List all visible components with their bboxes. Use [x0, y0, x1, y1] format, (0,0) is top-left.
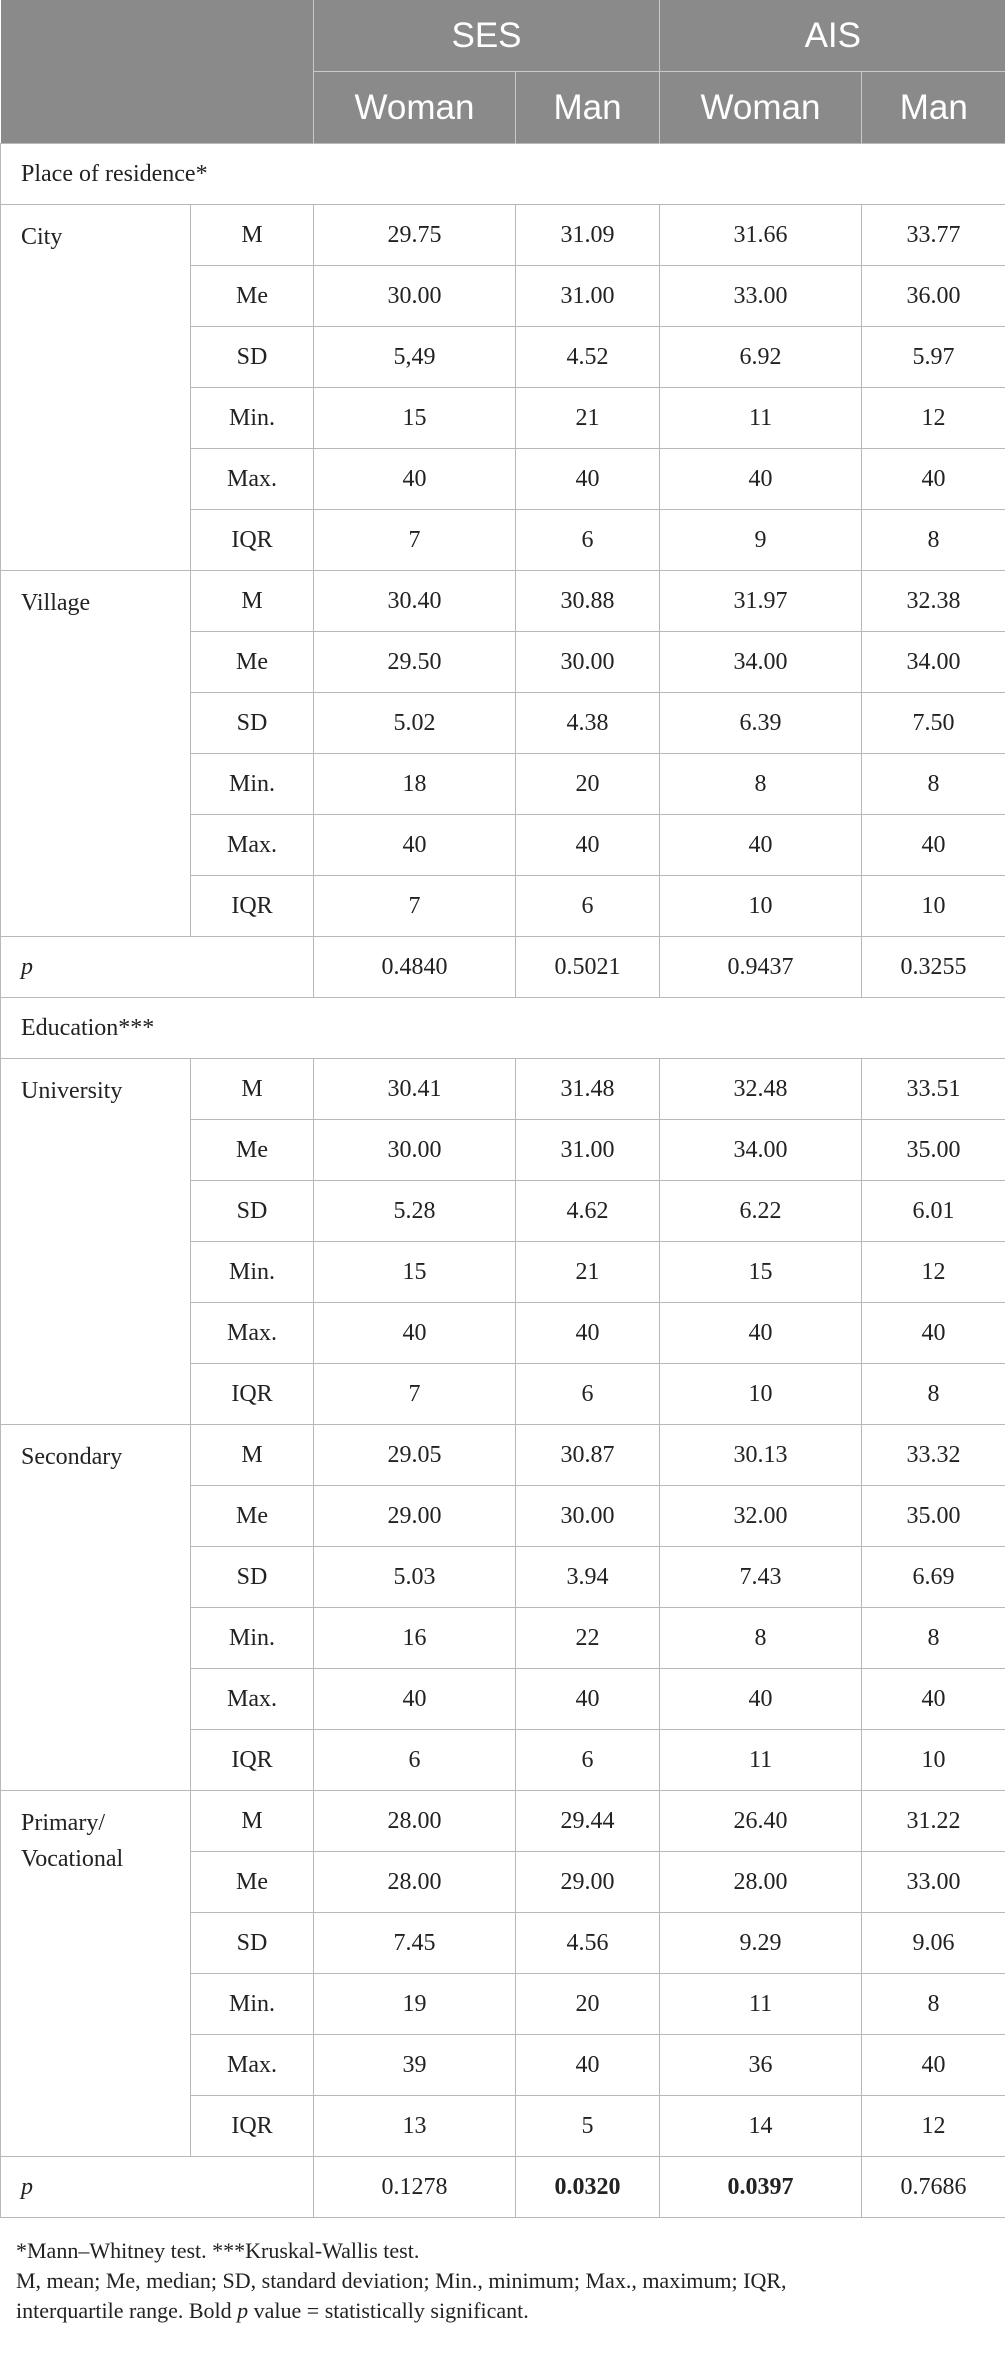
- value-cell: 3.94: [516, 1547, 660, 1608]
- stat-label: Min.: [191, 1974, 314, 2035]
- value-cell: 40: [660, 815, 862, 876]
- value-cell: 40: [516, 1669, 660, 1730]
- value-cell: 6: [516, 1364, 660, 1425]
- value-cell: 5.02: [314, 693, 516, 754]
- value-cell: 10: [862, 1730, 1005, 1791]
- value-cell: 6.22: [660, 1181, 862, 1242]
- table-row: [1, 1791, 1005, 1852]
- value-cell: 36.00: [862, 266, 1005, 327]
- value-cell: 4.62: [516, 1181, 660, 1242]
- footnote-abbrev-text-3: value = statistically significant.: [248, 2298, 529, 2323]
- p-value-cell: 0.3255: [862, 937, 1005, 998]
- value-cell: 31.22: [862, 1791, 1005, 1852]
- stat-label: Min.: [191, 388, 314, 449]
- value-cell: 8: [660, 754, 862, 815]
- value-cell: 40: [516, 815, 660, 876]
- stat-label: Max.: [191, 449, 314, 510]
- value-cell: 26.40: [660, 1791, 862, 1852]
- table-footnotes: [0, 2218, 1005, 2326]
- header-ses-man: Man: [516, 72, 660, 144]
- stat-label: IQR: [191, 1364, 314, 1425]
- group-label: City: [1, 205, 191, 571]
- value-cell: 40: [516, 449, 660, 510]
- value-cell: 6: [516, 510, 660, 571]
- value-cell: 8: [862, 510, 1005, 571]
- p-value-row: [1, 937, 1005, 998]
- value-cell: 6.01: [862, 1181, 1005, 1242]
- stat-label: IQR: [191, 510, 314, 571]
- stat-label: SD: [191, 1913, 314, 1974]
- header-corner: [1, 0, 314, 144]
- value-cell: 31.48: [516, 1059, 660, 1120]
- value-cell: 31.00: [516, 1120, 660, 1181]
- value-cell: 40: [660, 1669, 862, 1730]
- stat-label: IQR: [191, 2096, 314, 2157]
- stat-label: SD: [191, 327, 314, 388]
- stat-label: SD: [191, 1547, 314, 1608]
- value-cell: 29.05: [314, 1425, 516, 1486]
- value-cell: 31.97: [660, 571, 862, 632]
- group-label: University: [1, 1059, 191, 1425]
- value-cell: 6.92: [660, 327, 862, 388]
- stat-label: Me: [191, 1852, 314, 1913]
- footnote-abbrev-text-2: interquartile range. Bold: [16, 2298, 238, 2323]
- p-value-cell: 0.9437: [660, 937, 862, 998]
- table-header: [1, 0, 1005, 144]
- stat-label: SD: [191, 1181, 314, 1242]
- value-cell: 8: [660, 1608, 862, 1669]
- value-cell: 33.77: [862, 205, 1005, 266]
- value-cell: 9: [660, 510, 862, 571]
- group-label: Primary/ Vocational: [1, 1791, 191, 2157]
- stat-label: SD: [191, 693, 314, 754]
- value-cell: 29.00: [516, 1852, 660, 1913]
- value-cell: 9.06: [862, 1913, 1005, 1974]
- value-cell: 7.50: [862, 693, 1005, 754]
- value-cell: 34.00: [660, 1120, 862, 1181]
- value-cell: 32.48: [660, 1059, 862, 1120]
- value-cell: 39: [314, 2035, 516, 2096]
- value-cell: 5.97: [862, 327, 1005, 388]
- value-cell: 12: [862, 2096, 1005, 2157]
- stat-label: Min.: [191, 1608, 314, 1669]
- p-value-row: [1, 2157, 1005, 2218]
- footnote-p-symbol: p: [237, 2298, 249, 2323]
- section-row: [1, 144, 1005, 205]
- value-cell: 32.00: [660, 1486, 862, 1547]
- stat-label: IQR: [191, 876, 314, 937]
- value-cell: 10: [660, 1364, 862, 1425]
- value-cell: 6: [516, 876, 660, 937]
- value-cell: 40: [314, 1303, 516, 1364]
- section-row: [1, 998, 1005, 1059]
- value-cell: 22: [516, 1608, 660, 1669]
- value-cell: 33.32: [862, 1425, 1005, 1486]
- value-cell: 7: [314, 510, 516, 571]
- table-body: [1, 144, 1005, 2218]
- value-cell: 40: [862, 1303, 1005, 1364]
- value-cell: 12: [862, 388, 1005, 449]
- header-group-ses: SES: [314, 0, 660, 72]
- value-cell: 40: [862, 815, 1005, 876]
- value-cell: 40: [516, 2035, 660, 2096]
- value-cell: 5.03: [314, 1547, 516, 1608]
- value-cell: 16: [314, 1608, 516, 1669]
- stat-label: M: [191, 1425, 314, 1486]
- value-cell: 28.00: [314, 1852, 516, 1913]
- value-cell: 30.00: [516, 1486, 660, 1547]
- stat-label: Me: [191, 1486, 314, 1547]
- value-cell: 31.09: [516, 205, 660, 266]
- value-cell: 40: [314, 449, 516, 510]
- value-cell: 20: [516, 1974, 660, 2035]
- value-cell: 32.38: [862, 571, 1005, 632]
- value-cell: 40: [660, 449, 862, 510]
- value-cell: 10: [660, 876, 862, 937]
- value-cell: 15: [314, 388, 516, 449]
- p-label: p: [1, 937, 314, 998]
- stat-label: Max.: [191, 815, 314, 876]
- section-title: Place of residence*: [1, 144, 1005, 205]
- value-cell: 8: [862, 1608, 1005, 1669]
- header-ais-man: Man: [862, 72, 1005, 144]
- value-cell: 6.69: [862, 1547, 1005, 1608]
- value-cell: 33.51: [862, 1059, 1005, 1120]
- footnote-abbreviations: [16, 2266, 1005, 2326]
- value-cell: 30.88: [516, 571, 660, 632]
- value-cell: 8: [862, 1974, 1005, 2035]
- value-cell: 40: [862, 449, 1005, 510]
- stat-label: Max.: [191, 1669, 314, 1730]
- value-cell: 33.00: [862, 1852, 1005, 1913]
- value-cell: 8: [862, 1364, 1005, 1425]
- value-cell: 36: [660, 2035, 862, 2096]
- value-cell: 31.00: [516, 266, 660, 327]
- value-cell: 7.43: [660, 1547, 862, 1608]
- p-value-cell: 0.1278: [314, 2157, 516, 2218]
- value-cell: 30.00: [314, 1120, 516, 1181]
- value-cell: 6: [314, 1730, 516, 1791]
- value-cell: 30.00: [516, 632, 660, 693]
- p-value-cell: 0.7686: [862, 2157, 1005, 2218]
- header-ses-woman: Woman: [314, 72, 516, 144]
- value-cell: 40: [516, 1303, 660, 1364]
- stat-label: M: [191, 205, 314, 266]
- stat-label: IQR: [191, 1730, 314, 1791]
- value-cell: 30.40: [314, 571, 516, 632]
- value-cell: 4.52: [516, 327, 660, 388]
- stat-label: Max.: [191, 1303, 314, 1364]
- value-cell: 15: [314, 1242, 516, 1303]
- header-ais-woman: Woman: [660, 72, 862, 144]
- value-cell: 30.87: [516, 1425, 660, 1486]
- value-cell: 30.13: [660, 1425, 862, 1486]
- value-cell: 29.75: [314, 205, 516, 266]
- table-row: [1, 571, 1005, 632]
- value-cell: 20: [516, 754, 660, 815]
- value-cell: 40: [314, 1669, 516, 1730]
- value-cell: 7: [314, 1364, 516, 1425]
- p-value-cell: 0.0320: [516, 2157, 660, 2218]
- value-cell: 28.00: [660, 1852, 862, 1913]
- stat-label: Me: [191, 1120, 314, 1181]
- footnote-abbrev-text: M, mean; Me, median; SD, standard deviation; Min., minimum; Max., maximum; IQR,: [16, 2268, 787, 2293]
- value-cell: 8: [862, 754, 1005, 815]
- value-cell: 7: [314, 876, 516, 937]
- value-cell: 34.00: [862, 632, 1005, 693]
- value-cell: 5.28: [314, 1181, 516, 1242]
- stat-label: Min.: [191, 754, 314, 815]
- value-cell: 4.38: [516, 693, 660, 754]
- value-cell: 6: [516, 1730, 660, 1791]
- value-cell: 13: [314, 2096, 516, 2157]
- stat-label: Me: [191, 266, 314, 327]
- value-cell: 15: [660, 1242, 862, 1303]
- value-cell: 18: [314, 754, 516, 815]
- p-label: p: [1, 2157, 314, 2218]
- stat-label: Max.: [191, 2035, 314, 2096]
- group-label: Secondary: [1, 1425, 191, 1791]
- value-cell: 40: [314, 815, 516, 876]
- table-row: [1, 205, 1005, 266]
- value-cell: 11: [660, 1730, 862, 1791]
- section-title: Education***: [1, 998, 1005, 1059]
- value-cell: 33.00: [660, 266, 862, 327]
- value-cell: 34.00: [660, 632, 862, 693]
- value-cell: 30.41: [314, 1059, 516, 1120]
- stat-label: M: [191, 571, 314, 632]
- p-value-cell: 0.5021: [516, 937, 660, 998]
- stat-label: M: [191, 1791, 314, 1852]
- value-cell: 9.29: [660, 1913, 862, 1974]
- value-cell: 19: [314, 1974, 516, 2035]
- value-cell: 21: [516, 1242, 660, 1303]
- value-cell: 21: [516, 388, 660, 449]
- value-cell: 35.00: [862, 1486, 1005, 1547]
- table-row: [1, 1059, 1005, 1120]
- value-cell: 11: [660, 388, 862, 449]
- value-cell: 4.56: [516, 1913, 660, 1974]
- value-cell: 7.45: [314, 1913, 516, 1974]
- value-cell: 14: [660, 2096, 862, 2157]
- footnote-tests: *Mann–Whitney test. ***Kruskal-Wallis test.: [16, 2238, 420, 2263]
- value-cell: 29.44: [516, 1791, 660, 1852]
- stat-label: Me: [191, 632, 314, 693]
- value-cell: 10: [862, 876, 1005, 937]
- p-value-cell: 0.0397: [660, 2157, 862, 2218]
- value-cell: 5,49: [314, 327, 516, 388]
- value-cell: 35.00: [862, 1120, 1005, 1181]
- group-label: Village: [1, 571, 191, 937]
- value-cell: 29.50: [314, 632, 516, 693]
- p-value-cell: 0.4840: [314, 937, 516, 998]
- value-cell: 12: [862, 1242, 1005, 1303]
- value-cell: 11: [660, 1974, 862, 2035]
- value-cell: 6.39: [660, 693, 862, 754]
- value-cell: 40: [862, 2035, 1005, 2096]
- value-cell: 40: [660, 1303, 862, 1364]
- header-group-ais: AIS: [660, 0, 1005, 72]
- value-cell: 40: [862, 1669, 1005, 1730]
- value-cell: 30.00: [314, 266, 516, 327]
- value-cell: 5: [516, 2096, 660, 2157]
- stat-label: M: [191, 1059, 314, 1120]
- value-cell: 29.00: [314, 1486, 516, 1547]
- value-cell: 28.00: [314, 1791, 516, 1852]
- table-row: [1, 1425, 1005, 1486]
- value-cell: 31.66: [660, 205, 862, 266]
- stat-label: Min.: [191, 1242, 314, 1303]
